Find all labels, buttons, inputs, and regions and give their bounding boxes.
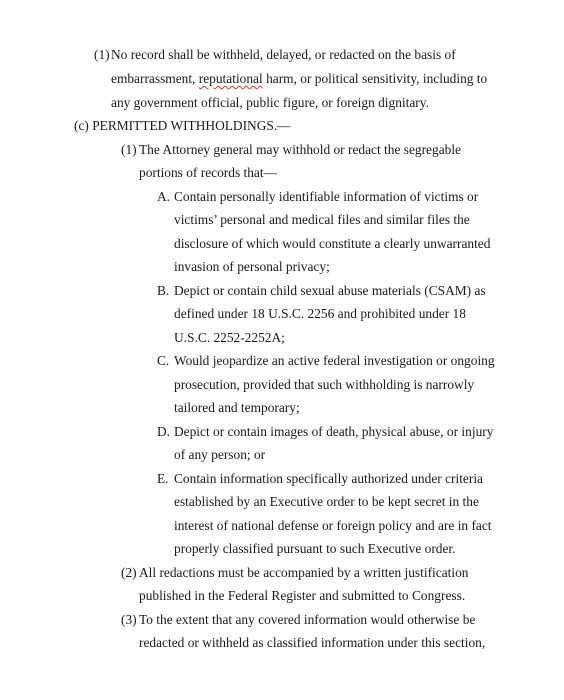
subitem-line: Would jeopardize an active federal investigation or ongoing	[174, 353, 495, 368]
subitem-marker: D.	[157, 424, 171, 439]
item-line: To the extent that any covered information would otherwise be	[139, 612, 476, 627]
item-line: No record shall be withheld, delayed, or redacted on the basis of	[111, 47, 456, 62]
subitem-marker: B.	[157, 283, 170, 298]
text-run: harm, or political sensitivity, including to	[262, 71, 488, 86]
item-marker: (1)	[121, 142, 137, 157]
item-line: The Attorney general may withhold or redact the segregable	[139, 142, 461, 157]
subitem-line: victims’ personal and medical files and similar files the	[174, 212, 470, 227]
subitem-marker: E.	[157, 471, 169, 486]
item-marker: (2)	[121, 565, 137, 580]
subitem-line: interest of national defense or foreign policy and are in fact	[174, 518, 492, 533]
subitem-line: disclosure of which would constitute a clearly unwarranted	[174, 236, 491, 251]
subitem-line: prosecution, provided that such withholding is narrowly	[174, 377, 475, 392]
item-line: All redactions must be accompanied by a written justification	[139, 565, 469, 580]
subitem-line: Depict or contain images of death, physical abuse, or injury	[174, 424, 494, 439]
item-marker: (1)	[94, 47, 110, 62]
subitem-line: established by an Executive order to be kept secret in the	[174, 494, 479, 509]
subitem-line: properly classified pursuant to such Executive order.	[174, 541, 456, 556]
item-line: redacted or withheld as classified information under this section,	[139, 635, 486, 650]
item-marker: (3)	[121, 612, 137, 627]
subitem-line: defined under 18 U.S.C. 2256 and prohibited under 18	[174, 306, 466, 321]
subitem-marker: A.	[157, 189, 171, 204]
subitem-line: tailored and temporary;	[174, 400, 300, 415]
subitem-line: invasion of personal privacy;	[174, 259, 330, 274]
item-line	[111, 71, 487, 87]
item-line: published in the Federal Register and submitted to Congress.	[139, 588, 466, 603]
subitem-line: Contain personally identifiable information of victims or	[174, 189, 479, 204]
subitem-line: U.S.C. 2252-2252A;	[174, 330, 285, 345]
subitem-marker: C.	[157, 353, 170, 368]
subitem-line: Contain information specifically authorized under criteria	[174, 471, 483, 486]
misspelled-word: reputational	[198, 71, 263, 86]
section-heading: (c) PERMITTED WITHHOLDINGS.—	[74, 118, 291, 133]
text-run: embarrassment,	[111, 71, 199, 86]
subitem-line: Depict or contain child sexual abuse materials (CSAM) as	[174, 283, 486, 298]
item-line: any government official, public figure, or foreign dignitary.	[111, 95, 429, 110]
subitem-line: of any person; or	[174, 447, 266, 462]
item-line: portions of records that—	[139, 165, 277, 180]
